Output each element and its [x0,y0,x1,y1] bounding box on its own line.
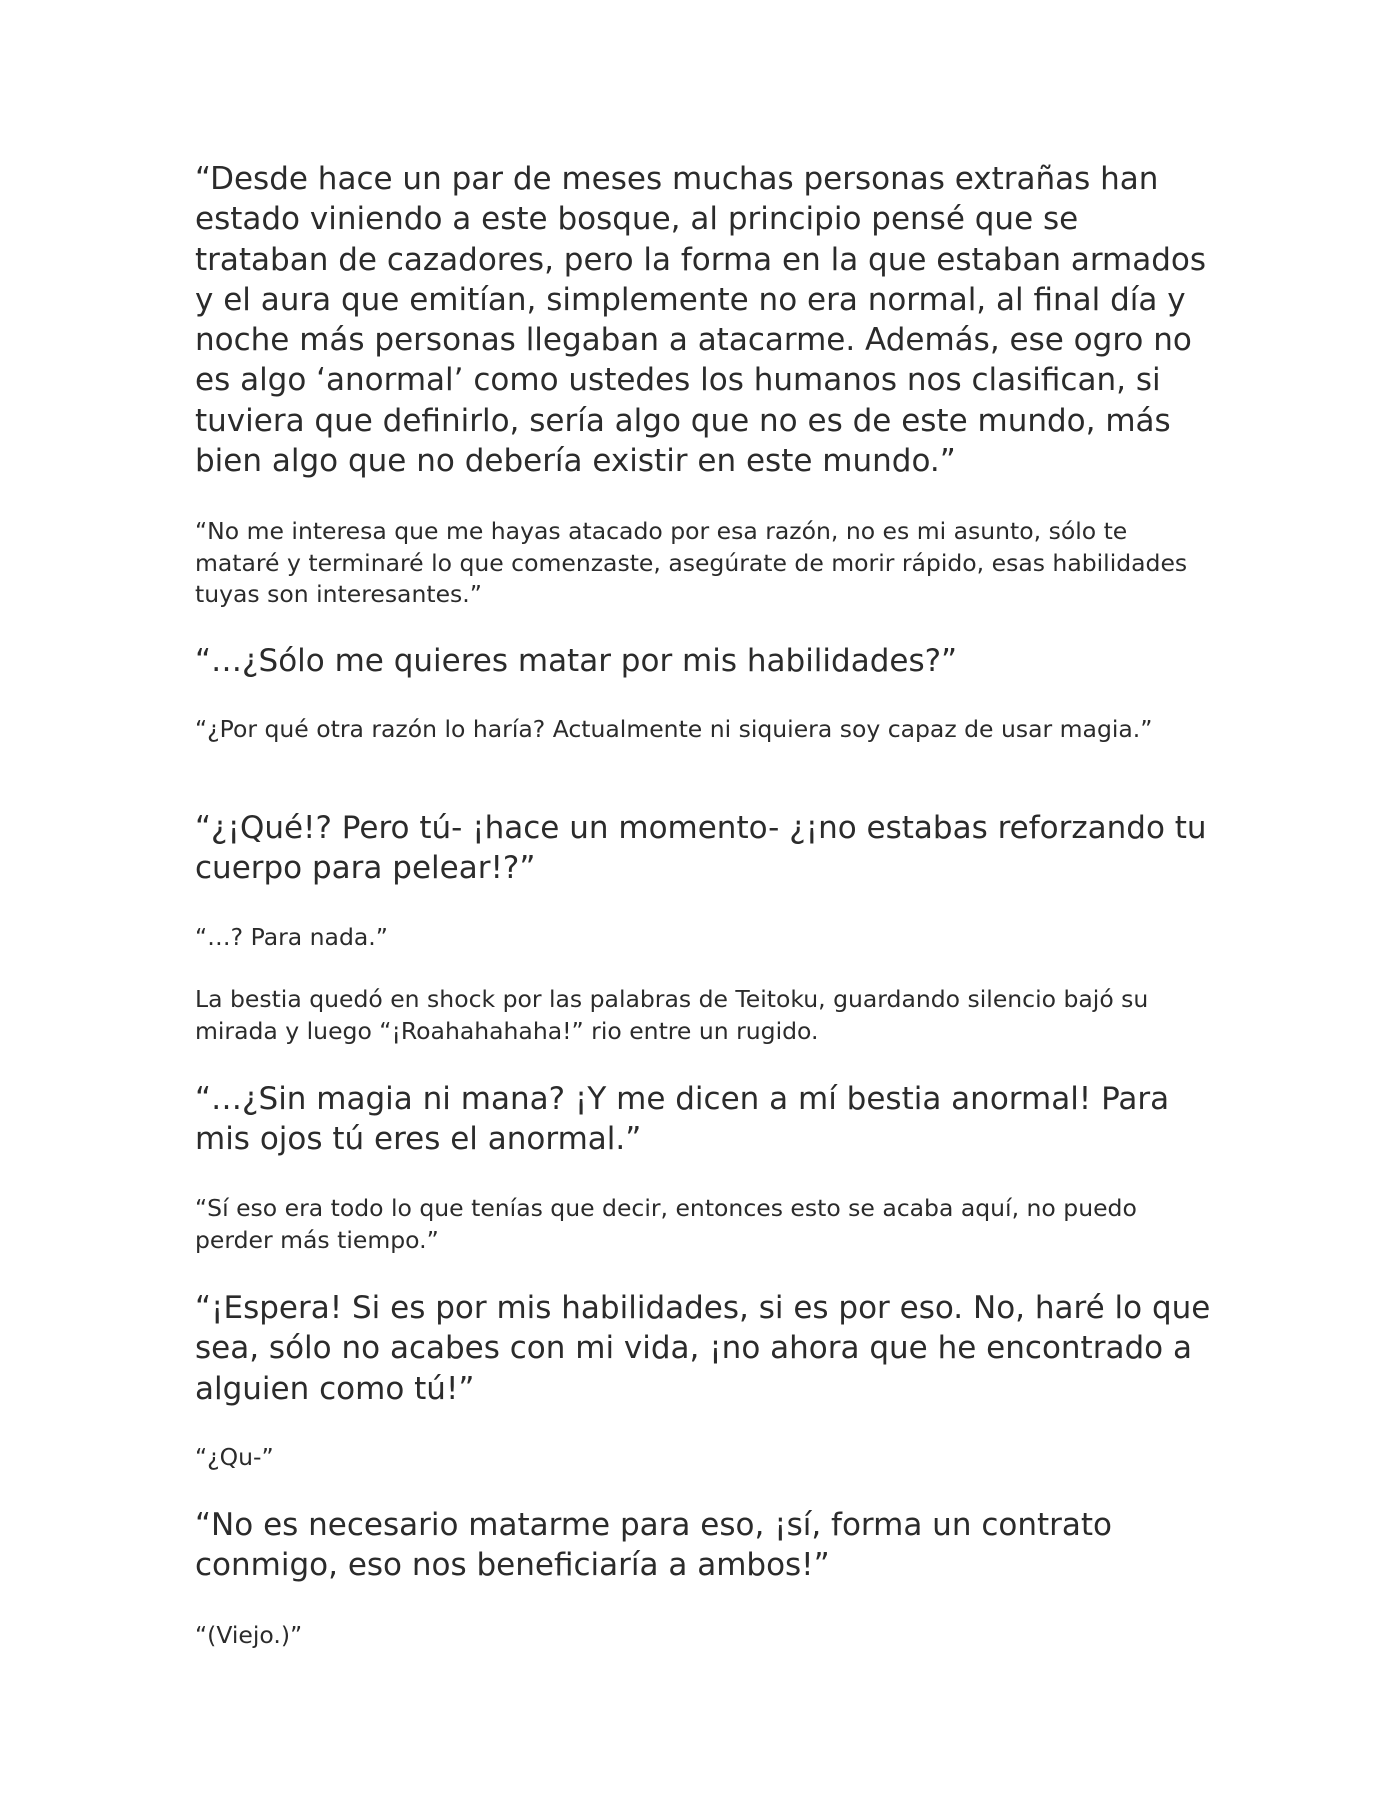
paragraph-7: La bestia quedó en shock por las palabras de Teitoku, guardando silencio bajó su mirada y luego “¡Roahahahaha!” rio entre un rugido. [195,985,1149,1045]
paragraph-3: “…¿Sólo me quieres matar por mis habilidades?” [195,643,958,679]
paragraph-9: “Sí eso era todo lo que tenías que decir, entonces esto se acaba aquí, no puedo perder más tiempo.” [195,1194,1137,1254]
paragraph-6: “…? Para nada.” [195,923,388,951]
paragraph-2: “No me interesa que me hayas atacado por esa razón, no es mi asunto, sólo te mataré y terminaré lo que comenzaste, asegúrate de morir rápido, esas habilidades tuyas son interesantes.” [195,517,1188,608]
paragraph-10: “¡Espera! Si es por mis habilidades, si es por eso. No, haré lo que sea, sólo no acabes con mi vida, ¡no ahora que he encontrado a alguien como tú!” [195,1290,1211,1407]
paragraph-5: “¿¡Qué!? Pero tú- ¡hace un momento- ¿¡no estabas reforzando tu cuerpo para pelear!?” [195,810,1207,887]
paragraph-4: “¿Por qué otra razón lo haría? Actualmente ni siquiera soy capaz de usar magia.” [195,715,1153,743]
paragraph-13: “(Viejo.)” [195,1621,303,1649]
paragraph-12: “No es necesario matarme para eso, ¡sí, forma un contrato conmigo, eso nos beneficiaría a ambos!” [195,1507,1112,1584]
paragraph-8: “…¿Sin magia ni mana? ¡Y me dicen a mí bestia anormal! Para mis ojos tú eres el anormal.” [195,1081,1170,1158]
paragraph-11: “¿Qu-” [195,1443,274,1471]
paragraph-1: “Desde hace un par de meses muchas personas extrañas han estado viniendo a este bosque, al principio pensé que se trataban de cazadores, pero la forma en la que estaban armados y el aura que emitían, simplemente no era normal, al final día y noche más personas llegaban a atacarme. Además, ese ogro no es algo ‘anormal’ como ustedes los humanos nos clasifican, si tuviera que definirlo, sería algo que no es de este mundo, más bien algo que no debería existir en este mundo.” [195,161,1207,480]
